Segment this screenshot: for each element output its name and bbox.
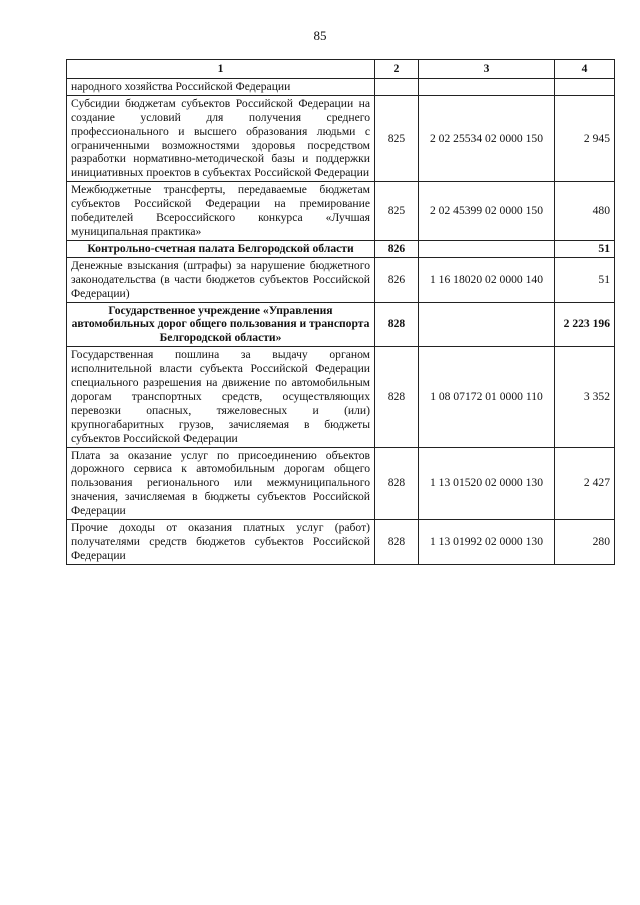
amount-cell: 2 427 [555, 447, 615, 520]
name-cell: Плата за оказание услуг по присоединению объектов дорожного сервиса к автомобильным дорогам общего пользования регионального или межмуниципального значения, зачисляемая в бюджеты субъектов Российской Федерации [67, 447, 375, 520]
amount-cell: 480 [555, 182, 615, 241]
amount-cell: 51 [555, 240, 615, 257]
admin-code-cell: 825 [375, 182, 419, 241]
revenue-code-cell: 1 08 07172 01 0000 110 [419, 347, 555, 447]
admin-code-cell: 828 [375, 347, 419, 447]
table-row [67, 78, 615, 95]
table-row [67, 447, 615, 520]
admin-code-cell: 826 [375, 240, 419, 257]
revenue-code-cell: 1 13 01992 02 0000 130 [419, 520, 555, 565]
name-cell: народного хозяйства Российской Федерации [67, 78, 375, 95]
header-col-2: 2 [375, 60, 419, 79]
revenue-code-cell [419, 240, 555, 257]
revenue-code-cell [419, 78, 555, 95]
table-row [67, 347, 615, 447]
name-cell: Государственная пошлина за выдачу органом исполнительной власти субъекта Российской Федерации специального разрешения на движение по автомобильным дорогам транспортных средств, осуществляющих перевозки опасных, тяжеловесных и (или) крупногабаритных грузов, зачисляемая в бюджеты субъектов Российской Федерации [67, 347, 375, 447]
name-cell: Субсидии бюджетам субъектов Российской Федерации на создание условий для получения среднего профессионального и высшего образования людьми с ограниченными возможностями здоровья посредством разработки нормативно-методической базы и поддержки инициативных проектов в субъектах Российской Федерации [67, 95, 375, 181]
page-number: 85 [313, 28, 327, 43]
amount-cell: 280 [555, 520, 615, 565]
revenue-code-cell: 2 02 25534 02 0000 150 [419, 95, 555, 181]
name-cell: Государственное учреждение «Управления автомобильных дорог общего пользования и транспорта Белгородской области» [67, 302, 375, 347]
name-cell: Денежные взыскания (штрафы) за нарушение бюджетного законодательства (в части бюджетов субъектов Российской Федерации) [67, 257, 375, 302]
name-cell: Межбюджетные трансферты, передаваемые бюджетам субъектов Российской Федерации на премирование победителей Всероссийского конкурса «Лучшая муниципальная практика» [67, 182, 375, 241]
header-col-4: 4 [555, 60, 615, 79]
admin-code-cell [375, 78, 419, 95]
name-cell: Контрольно-счетная палата Белгородской области [67, 240, 375, 257]
table-row [67, 182, 615, 241]
table-row [67, 95, 615, 181]
admin-code-cell: 826 [375, 257, 419, 302]
admin-code-cell: 828 [375, 447, 419, 520]
revenue-table [66, 59, 615, 565]
table-body [67, 78, 615, 564]
header-col-1: 1 [67, 60, 375, 79]
header-col-3: 3 [419, 60, 555, 79]
admin-code-cell: 828 [375, 520, 419, 565]
table-row [67, 520, 615, 565]
admin-code-cell: 825 [375, 95, 419, 181]
amount-cell: 2 223 196 [555, 302, 615, 347]
header-row [67, 60, 615, 79]
name-cell: Прочие доходы от оказания платных услуг (работ) получателями средств бюджетов субъектов Российской Федерации [67, 520, 375, 565]
amount-cell: 3 352 [555, 347, 615, 447]
amount-cell: 2 945 [555, 95, 615, 181]
amount-cell [555, 78, 615, 95]
amount-cell: 51 [555, 257, 615, 302]
revenue-code-cell [419, 302, 555, 347]
revenue-code-cell: 1 16 18020 02 0000 140 [419, 257, 555, 302]
table-row [67, 257, 615, 302]
section-row [67, 302, 615, 347]
admin-code-cell: 828 [375, 302, 419, 347]
revenue-code-cell: 1 13 01520 02 0000 130 [419, 447, 555, 520]
section-row [67, 240, 615, 257]
revenue-code-cell: 2 02 45399 02 0000 150 [419, 182, 555, 241]
